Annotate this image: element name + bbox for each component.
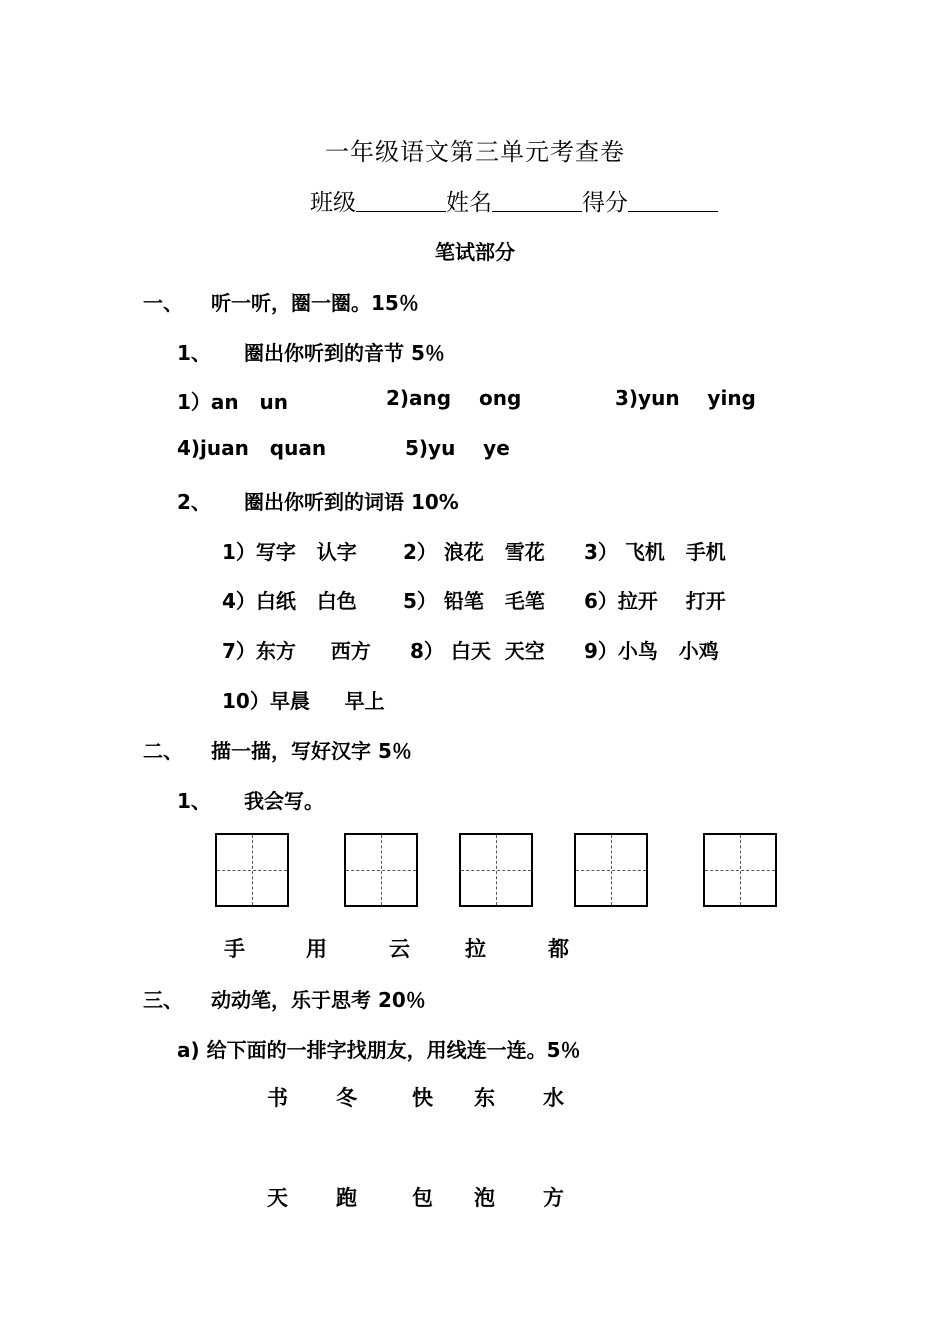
section2-heading <box>143 735 412 764</box>
section2-title: 描一描，写好汉字 5％ <box>211 739 412 763</box>
section3-title: 动动笔，乐于思考 20％ <box>211 988 426 1012</box>
writing-grid-box[interactable] <box>703 833 777 907</box>
practice-char: 手 <box>224 937 245 961</box>
class-label: 班级 <box>310 190 356 216</box>
s1-q1-heading <box>177 337 445 366</box>
match-char-bottom[interactable]: 包 <box>412 1186 433 1210</box>
match-char-top[interactable]: 书 <box>267 1086 288 1110</box>
writing-grid-box[interactable] <box>344 833 418 907</box>
s1-q2-heading <box>177 486 459 515</box>
s1-q1-title: 圈出你听到的音节 5％ <box>244 341 445 365</box>
word-item: 5） 铅笔 毛笔 <box>403 589 545 613</box>
s1-q2-title: 圈出你听到的词语 10% <box>244 490 459 514</box>
practice-char: 都 <box>548 937 569 961</box>
word-item: 8） 白天 天空 <box>410 639 545 663</box>
word-item: 3） 飞机 手机 <box>584 540 726 564</box>
section3-heading <box>143 984 426 1013</box>
syllable-item: 2)ang ong <box>386 386 522 410</box>
practice-char: 用 <box>306 937 327 961</box>
section1-title: 听一听，圈一圈。15％ <box>211 291 419 315</box>
match-char-bottom[interactable]: 跑 <box>336 1186 357 1210</box>
s2-q1-heading <box>177 785 324 814</box>
section-subtitle: 笔试部分 <box>435 240 515 264</box>
practice-char: 云 <box>389 937 410 961</box>
match-char-top[interactable]: 冬 <box>336 1086 357 1110</box>
syllable-item: 5)yu ye <box>405 436 510 460</box>
match-char-top[interactable]: 水 <box>543 1086 564 1110</box>
class-blank <box>356 187 446 212</box>
name-blank <box>492 187 582 212</box>
match-char-bottom[interactable]: 方 <box>543 1186 564 1210</box>
score-blank <box>628 187 718 212</box>
practice-char: 拉 <box>465 937 486 961</box>
word-item: 6）拉开 打开 <box>584 589 726 613</box>
word-item: 2） 浪花 雪花 <box>403 540 545 564</box>
syllable-item: 3)yun ying <box>615 386 756 410</box>
section1-num: 一、 <box>143 291 183 315</box>
s1-q2-num: 2、 <box>177 490 211 514</box>
s2-q1-num: 1、 <box>177 789 211 813</box>
syllable-item: 1）an un <box>177 390 289 414</box>
match-char-bottom[interactable]: 天 <box>267 1186 288 1210</box>
word-item: 9）小鸟 小鸡 <box>584 639 719 663</box>
section1-heading <box>143 287 419 316</box>
section2-num: 二、 <box>143 739 183 763</box>
s2-q1-title: 我会写。 <box>244 789 324 813</box>
word-item: 1）写字 认字 <box>222 540 357 564</box>
s3-qa-title: a) 给下面的一排字找朋友，用线连一连。5％ <box>177 1038 581 1062</box>
writing-grid-box[interactable] <box>215 833 289 907</box>
name-label: 姓名 <box>446 190 492 216</box>
writing-grid-box[interactable] <box>459 833 533 907</box>
match-char-top[interactable]: 快 <box>412 1086 433 1110</box>
writing-grid-box[interactable] <box>574 833 648 907</box>
match-char-bottom[interactable]: 泡 <box>474 1186 495 1210</box>
page-title: 一年级语文第三单元考查卷 <box>325 138 625 166</box>
word-item: 10）早晨 早上 <box>222 689 385 713</box>
student-info-row <box>310 184 718 217</box>
s1-q1-num: 1、 <box>177 341 211 365</box>
section3-num: 三、 <box>143 988 183 1012</box>
score-label: 得分 <box>582 190 628 216</box>
match-char-top[interactable]: 东 <box>474 1086 495 1110</box>
syllable-item: 4)juan quan <box>177 436 327 460</box>
word-item: 4）白纸 白色 <box>222 589 357 613</box>
word-item: 7）东方 西方 <box>222 639 371 663</box>
